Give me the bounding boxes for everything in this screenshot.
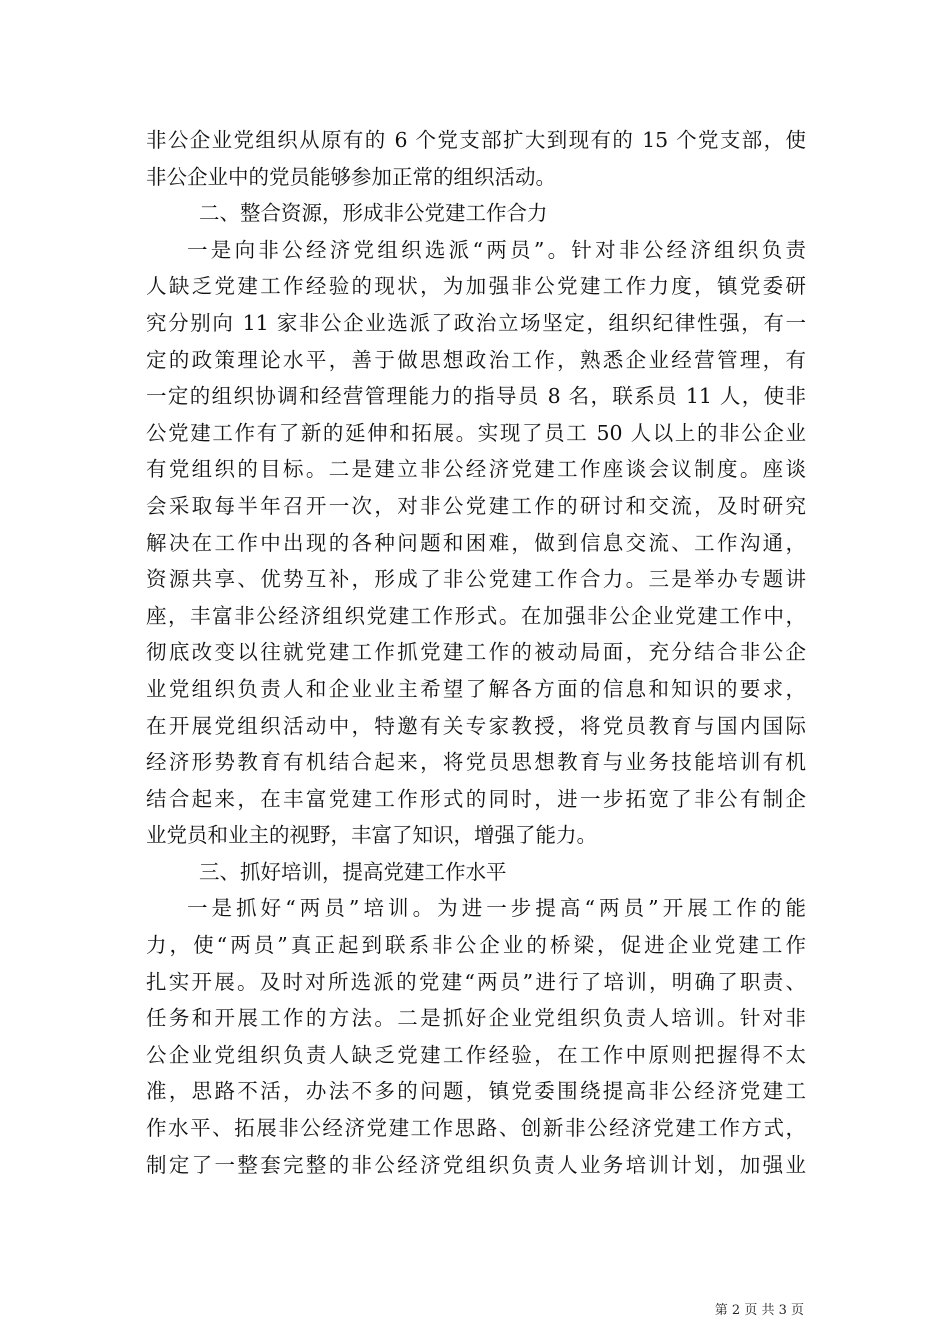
text-line: 解决在工作中出现的各种问题和困难，做到信息交流、工作沟通，: [146, 530, 806, 555]
text-line: 任务和开展工作的方法。二是抓好企业党组织负责人培训。针对非: [146, 1006, 806, 1031]
text-line: 力，使“两员”真正起到联系非公企业的桥梁，促进企业党建工作: [146, 933, 806, 958]
text-line: 准，思路不活，办法不多的问题，镇党委围绕提高非公经济党建工: [146, 1079, 806, 1104]
text-line: 有党组织的目标。二是建立非公经济党建工作座谈会议制度。座谈: [146, 457, 806, 482]
text-line: 非公企业党组织从原有的 6 个党支部扩大到现有的 15 个党支部，使: [146, 128, 806, 152]
text-line: 人缺乏党建工作经验的现状，为加强非公党建工作力度，镇党委研: [146, 274, 806, 299]
page-number-footer: 第 2 页 共 3 页: [714, 1303, 804, 1318]
text-line: 一是抓好“两员”培训。为进一步提高“两员”开展工作的能: [187, 896, 806, 921]
text-line: 作水平、拓展非公经济党建工作思路、创新非公经济党建工作方式，: [146, 1116, 806, 1141]
text-line: 业党员和业主的视野，丰富了知识，增强了能力。: [146, 823, 597, 848]
text-line: 在开展党组织活动中，特邀有关专家教授，将党员教育与国内国际: [146, 713, 806, 738]
text-line: 彻底改变以往就党建工作抓党建工作的被动局面，充分结合非公企: [146, 640, 806, 665]
text-line: 定的政策理论水平，善于做思想政治工作，熟悉企业经营管理，有: [146, 347, 806, 372]
text-line: 一是向非公经济党组织选派“两员”。针对非公经济组织负责: [187, 237, 806, 262]
text-line: 制定了一整套完整的非公经济党组织负责人业务培训计划，加强业: [146, 1152, 806, 1177]
text-line: 非公企业中的党员能够参加正常的组织活动。: [146, 164, 556, 189]
text-line: 究分别向 11 家非公企业选派了政治立场坚定，组织纪律性强，有一: [146, 310, 806, 335]
text-line: 经济形势教育有机结合起来，将党员思想教育与业务技能培训有机: [146, 750, 806, 775]
section-heading: 三、抓好培训，提高党建工作水平: [199, 859, 507, 884]
text-line: 一定的组织协调和经营管理能力的指导员 8 名，联系员 11 人，使非: [146, 384, 806, 409]
text-line: 结合起来，在丰富党建工作形式的同时，进一步拓宽了非公有制企: [146, 786, 806, 811]
text-line: 公企业党组织负责人缺乏党建工作经验，在工作中原则把握得不太: [146, 1042, 806, 1067]
text-line: 座，丰富非公经济组织党建工作形式。在加强非公企业党建工作中，: [146, 603, 806, 628]
text-line: 扎实开展。及时对所选派的党建“两员”进行了培训，明确了职责、: [146, 969, 806, 994]
text-line: 资源共享、优势互补，形成了非公党建工作合力。三是举办专题讲: [146, 567, 806, 592]
section-heading: 二、整合资源，形成非公党建工作合力: [199, 201, 548, 226]
document-body: [146, 122, 806, 1183]
text-line: 会采取每半年召开一次，对非公党建工作的研讨和交流，及时研究: [146, 493, 806, 518]
text-line: 公党建工作有了新的延伸和拓展。实现了员工 50 人以上的非公企业: [146, 420, 806, 445]
text-line: 业党组织负责人和企业业主希望了解各方面的信息和知识的要求，: [146, 676, 806, 701]
